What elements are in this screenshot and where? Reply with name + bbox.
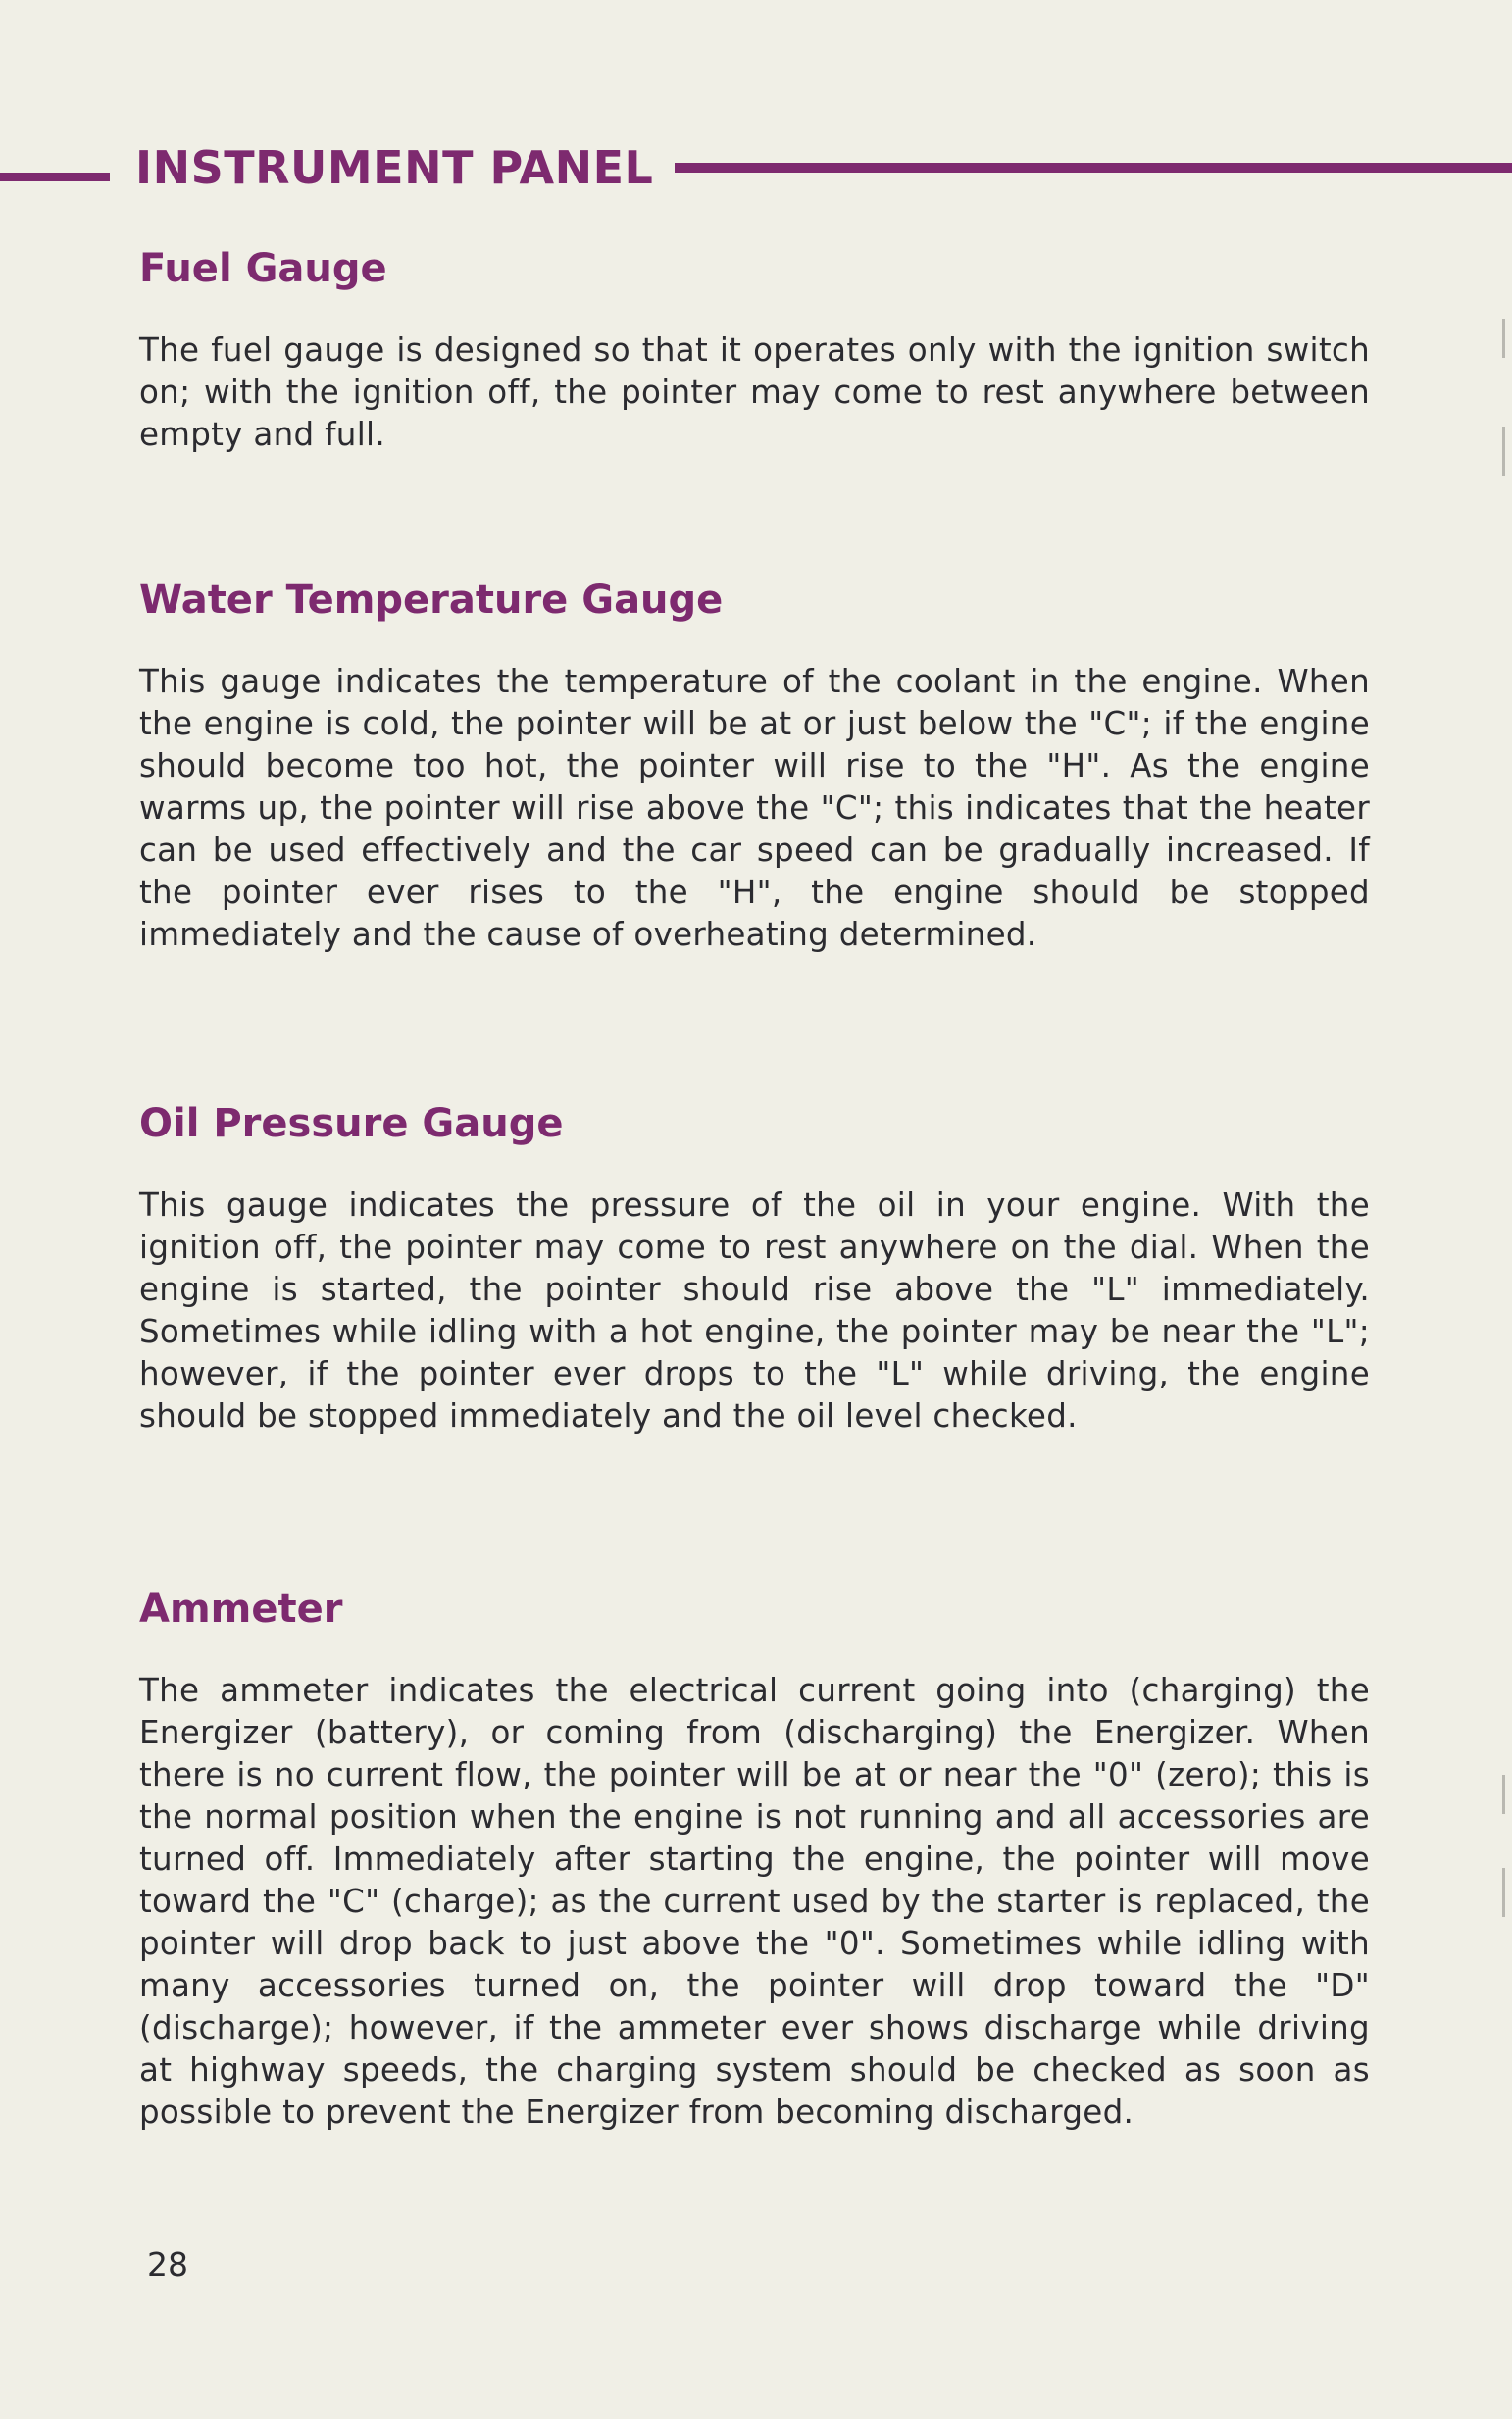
page-edge-mark — [1502, 427, 1505, 476]
page-edge-mark — [1502, 1868, 1505, 1917]
section-body-ammeter: The ammeter indicates the electrical current going into (charging) the Energizer (battery), or coming from (discharging) the Energizer. When there is no current flow, the pointer will be at or near the "0" (zero); this is the normal position when the engine is not running and all accessories are turned off. Immediately after starting the engine, the pointer will move toward the "C" (charge); as the current used by the starter is replaced, the pointer will drop back to just above the "0". Sometimes while idling with many accessories turned on, the pointer will drop toward the "D" (discharge); however, if the ammeter ever shows discharge while driving at highway speeds, the charging system should be checked as soon as possible to prevent the Energizer from becoming discharged. — [139, 1672, 1370, 2131]
page-title: INSTRUMENT PANEL — [135, 141, 654, 194]
page-header — [0, 143, 1512, 192]
header-rule-left — [0, 173, 110, 181]
section-body-water-temperature-gauge: This gauge indicates the temperature of the coolant in the engine. When the engine is cold, the pointer will be at or just below the "C"; if the engine should become too hot, the pointer will rise to the "H". As the engine warms up, the pointer will rise above the "C"; this indicates that the heater can be used effectively and the car speed can be gradually increased. If the pointer ever rises to the "H", the engine should be stopped immediately and the cause of overheating determined. — [139, 663, 1370, 953]
section-title-water-temperature-gauge: Water Temperature Gauge — [139, 578, 724, 623]
section-title-ammeter: Ammeter — [139, 1587, 343, 1632]
section-water-temperature-gauge — [139, 577, 1370, 956]
page-edge-mark — [1502, 319, 1505, 358]
section-body-oil-pressure-gauge: This gauge indicates the pressure of the oil in your engine. With the ignition off, the pointer may come to rest anywhere on the dial. When the engine is started, the pointer should rise above the "L" immediately. Sometimes while idling with a hot engine, the pointer may be near the "L"; however, if the pointer ever drops to the "L" while driving, the engine should be stopped immediately and the oil level checked. — [139, 1186, 1370, 1435]
section-body-fuel-gauge: The fuel gauge is designed so that it operates only with the ignition switch on; with the ignition off, the pointer may come to rest anywhere between empty and full. — [139, 331, 1370, 453]
section-fuel-gauge — [139, 245, 1370, 456]
section-oil-pressure-gauge — [139, 1100, 1370, 1437]
section-ammeter — [139, 1586, 1370, 2134]
section-title-fuel-gauge: Fuel Gauge — [139, 246, 387, 291]
page-edge-mark — [1502, 1775, 1505, 1814]
header-rule-right — [675, 163, 1512, 173]
page-number: 28 — [147, 2245, 188, 2284]
section-title-oil-pressure-gauge: Oil Pressure Gauge — [139, 1101, 564, 1146]
